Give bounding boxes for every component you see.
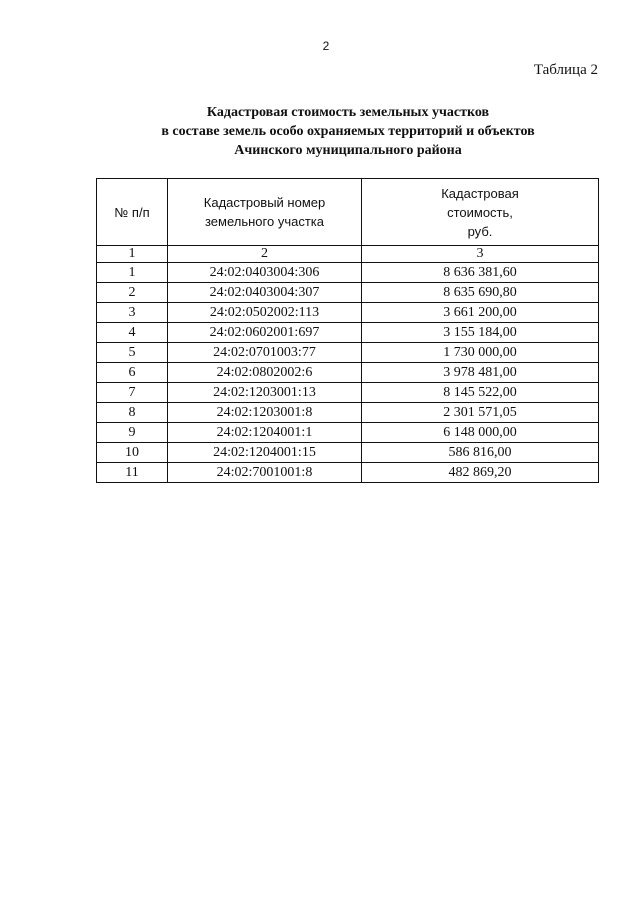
column-index-2: 2	[168, 246, 362, 263]
row-number: 4	[97, 323, 168, 343]
row-number: 5	[97, 343, 168, 363]
header-cost-line-1: Кадастровая	[441, 185, 519, 201]
table-row	[97, 283, 599, 303]
header-cadastral-number-line-2: земельного участка	[204, 214, 324, 229]
table-label: Таблица 2	[533, 62, 598, 78]
table-row	[97, 303, 599, 323]
row-number: 7	[97, 383, 168, 403]
row-number: 2	[97, 283, 168, 303]
header-cost-line-3: руб.	[467, 223, 493, 239]
row-number: 9	[97, 423, 168, 443]
cadastral-number: 24:02:0802002:6	[168, 363, 362, 383]
column-index-1: 1	[97, 246, 168, 263]
title-line-3: Ачинского муниципального района	[234, 143, 462, 158]
title-line-1: Кадастровая стоимость земельных участков	[206, 105, 490, 120]
row-number: 10	[97, 443, 168, 463]
table-row	[97, 423, 599, 443]
cadastral-cost: 1 730 000,00	[362, 343, 599, 363]
header-number	[97, 179, 168, 246]
table-row	[97, 403, 599, 423]
cadastral-cost: 8 145 522,00	[362, 383, 599, 403]
document-title	[0, 103, 640, 160]
cadastral-number: 24:02:1204001:15	[168, 443, 362, 463]
header-cost	[362, 179, 599, 246]
cadastral-number: 24:02:0502002:113	[168, 303, 362, 323]
cadastral-cost: 3 155 184,00	[362, 323, 599, 343]
cadastral-cost: 8 635 690,80	[362, 283, 599, 303]
header-number-label: № п/п	[114, 204, 150, 220]
cadastral-cost: 2 301 571,05	[362, 403, 599, 423]
cadastral-number: 24:02:1203001:13	[168, 383, 362, 403]
cadastral-number: 24:02:1204001:1	[168, 423, 362, 443]
column-index-3: 3	[362, 246, 599, 263]
cadastral-cost: 6 148 000,00	[362, 423, 599, 443]
cadastral-cost: 3 978 481,00	[362, 363, 599, 383]
row-number: 11	[97, 463, 168, 483]
table-row	[97, 443, 599, 463]
table-row	[97, 343, 599, 363]
header-cadastral-number	[168, 179, 362, 246]
column-index-row	[97, 246, 599, 263]
cadastral-number: 24:02:0602001:697	[168, 323, 362, 343]
cadastral-cost: 482 869,20	[362, 463, 599, 483]
row-number: 3	[97, 303, 168, 323]
header-cost-line-2: стоимость,	[447, 204, 513, 220]
cadastral-cost: 586 816,00	[362, 443, 599, 463]
row-number: 1	[97, 263, 168, 283]
cadastral-number: 24:02:7001001:8	[168, 463, 362, 483]
page-number: 2	[322, 39, 330, 53]
table-row	[97, 263, 599, 283]
row-number: 8	[97, 403, 168, 423]
table-row	[97, 363, 599, 383]
cadastral-number: 24:02:0403004:306	[168, 263, 362, 283]
table-row	[97, 323, 599, 343]
table-row	[97, 383, 599, 403]
row-number: 6	[97, 363, 168, 383]
table-row	[97, 463, 599, 483]
cadastral-value-table	[96, 178, 599, 483]
cadastral-cost: 3 661 200,00	[362, 303, 599, 323]
header-cadastral-number-line-1: Кадастровый номер	[203, 195, 326, 210]
cadastral-number: 24:02:0403004:307	[168, 283, 362, 303]
cadastral-number: 24:02:1203001:8	[168, 403, 362, 423]
title-line-2: в составе земель особо охраняемых территорий и объектов	[161, 124, 535, 139]
cadastral-cost: 8 636 381,60	[362, 263, 599, 283]
cadastral-number: 24:02:0701003:77	[168, 343, 362, 363]
table-header-row	[97, 179, 599, 246]
